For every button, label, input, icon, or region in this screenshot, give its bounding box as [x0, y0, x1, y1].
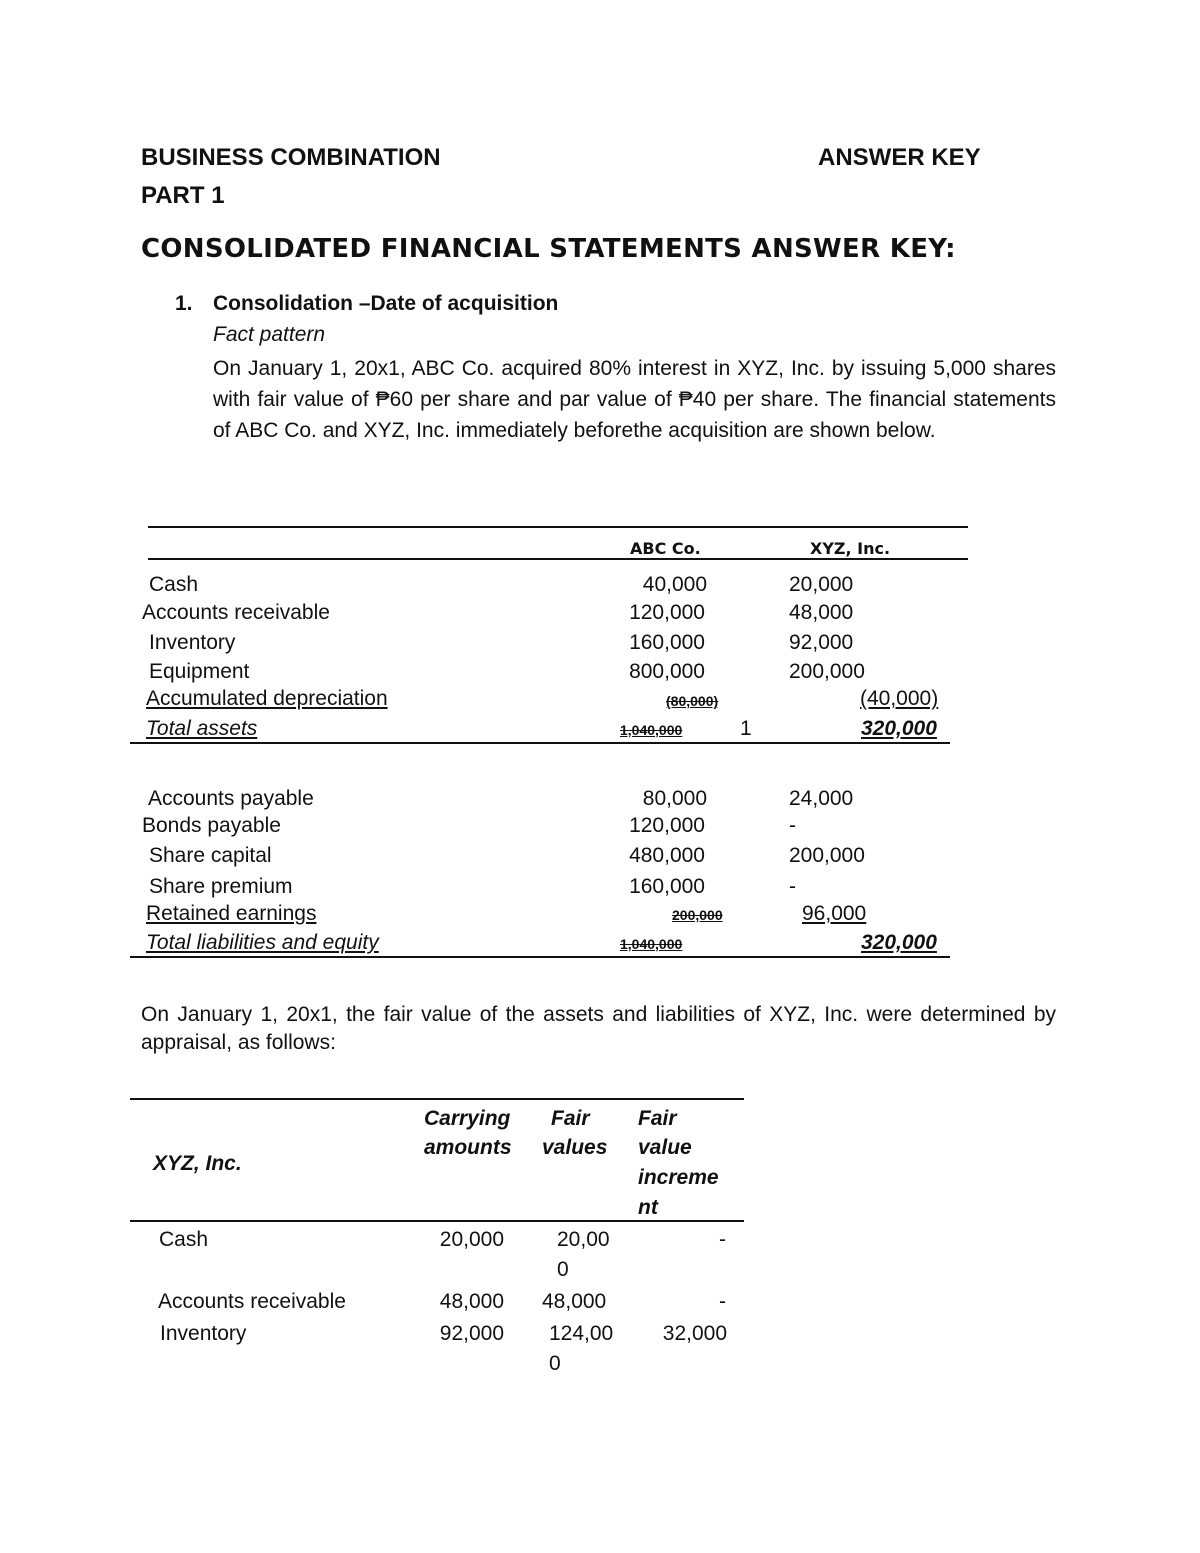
cell-abc-accounts-receivable: 120,000: [629, 601, 705, 624]
fv-carrying-accounts-receivable: 48,000: [439, 1290, 504, 1313]
row-label-accounts-receivable: Accounts receivable: [142, 601, 330, 624]
cell-abc-bonds-payable: 120,000: [629, 814, 705, 837]
cell-abc-accumulated-depreciation: (80,000): [666, 693, 719, 709]
cell-xyz-accumulated-depreciation: (40,000): [860, 687, 939, 710]
main-heading: CONSOLIDATED FINANCIAL STATEMENTS ANSWER KEY:: [141, 234, 956, 264]
row-label-equipment: Equipment: [149, 660, 250, 683]
col-header-carrying-1: Carrying: [424, 1107, 511, 1130]
cell-abc-total-liabilities: 1,040,000: [620, 936, 683, 952]
cell-abc-accounts-payable: 80,000: [642, 787, 707, 810]
cell-xyz-inventory: 92,000: [789, 631, 854, 654]
cell-abc-share-premium: 160,000: [629, 875, 705, 898]
fv-carrying-cash: 20,000: [439, 1228, 504, 1251]
cell-xyz-bonds-payable: -: [789, 814, 796, 837]
col-header-entity: XYZ, Inc.: [153, 1152, 242, 1175]
cell-xyz-total-liabilities: 320,000: [861, 931, 937, 954]
cell-extra-total-assets: 1: [740, 717, 752, 740]
row-label-retained-earnings: Retained earnings: [146, 902, 317, 925]
row-label-total-liabilities: Total liabilities and equity: [146, 931, 379, 954]
col-header-increment-1: Fair: [638, 1107, 677, 1130]
row-label-cash: Cash: [149, 573, 199, 596]
fv-carrying-inventory: 92,000: [439, 1322, 504, 1345]
fv-fair-accounts-receivable: 48,000: [542, 1290, 607, 1313]
cell-xyz-total-assets: 320,000: [861, 717, 937, 740]
cell-xyz-retained-earnings: 96,000: [802, 902, 867, 925]
row-label-share-premium: Share premium: [149, 875, 293, 898]
row-label-bonds-payable: Bonds payable: [142, 814, 281, 837]
cell-xyz-cash: 20,000: [789, 573, 854, 596]
cell-abc-share-capital: 480,000: [629, 844, 705, 867]
answer-key-label: ANSWER KEY: [818, 144, 981, 171]
fv-row-label-inventory: Inventory: [160, 1322, 247, 1345]
fv-fair-inventory-wrap: 0: [549, 1352, 561, 1375]
section-subtitle: Fact pattern: [213, 323, 326, 346]
section-title: Consolidation –Date of acquisition: [213, 292, 559, 315]
fv-increment-cash: -: [719, 1228, 726, 1251]
doc-title: BUSINESS COMBINATION: [141, 144, 441, 171]
row-label-total-assets: Total assets: [146, 717, 258, 740]
cell-abc-cash: 40,000: [642, 573, 707, 596]
cell-xyz-accounts-receivable: 48,000: [789, 601, 854, 624]
col-header-abc: ABC Co.: [630, 539, 701, 558]
fact-pattern-paragraph: On January 1, 20x1, ABC Co. acquired 80% interest in XYZ, Inc. by issuing 5,000 shares with fair value of ₱60 per share and par value of ₱40 per share. The financial statements of ABC Co. and XYZ, Inc. immediately beforethe acquisition are shown below.: [213, 357, 1056, 442]
fv-row-label-accounts-receivable: Accounts receivable: [158, 1290, 346, 1313]
cell-abc-total-assets: 1,040,000: [620, 722, 683, 738]
part-label: PART 1: [141, 182, 225, 209]
col-header-fair-2: values: [542, 1136, 608, 1159]
cell-xyz-accounts-payable: 24,000: [789, 787, 854, 810]
row-label-inventory: Inventory: [149, 631, 236, 654]
row-label-accounts-payable: Accounts payable: [148, 787, 314, 810]
row-label-share-capital: Share capital: [149, 844, 272, 867]
col-header-increment-2: value: [638, 1136, 692, 1159]
cell-xyz-share-premium: -: [789, 875, 796, 898]
col-header-increment-3: increme: [638, 1166, 719, 1189]
cell-xyz-share-capital: 200,000: [789, 844, 865, 867]
fv-fair-cash: 20,00: [557, 1228, 610, 1251]
section-number: 1.: [175, 292, 193, 315]
row-label-accumulated-depreciation: Accumulated depreciation: [146, 687, 388, 710]
cell-abc-inventory: 160,000: [629, 631, 705, 654]
col-header-increment-4: nt: [638, 1196, 658, 1219]
fv-row-label-cash: Cash: [159, 1228, 209, 1251]
col-header-carrying-2: amounts: [424, 1136, 512, 1159]
col-header-xyz: XYZ, Inc.: [810, 539, 891, 558]
cell-abc-equipment: 800,000: [629, 660, 705, 683]
fv-increment-inventory: 32,000: [662, 1322, 727, 1345]
cell-abc-retained-earnings: 200,000: [672, 907, 723, 923]
col-header-fair-1: Fair: [551, 1107, 590, 1130]
cell-xyz-equipment: 200,000: [789, 660, 865, 683]
appraisal-paragraph: On January 1, 20x1, the fair value of the assets and liabilities of XYZ, Inc. were determined by appraisal, as follows:: [141, 1003, 1056, 1054]
fv-fair-inventory: 124,00: [549, 1322, 614, 1345]
fv-fair-cash-wrap: 0: [557, 1258, 569, 1281]
fv-increment-accounts-receivable: -: [719, 1290, 726, 1313]
